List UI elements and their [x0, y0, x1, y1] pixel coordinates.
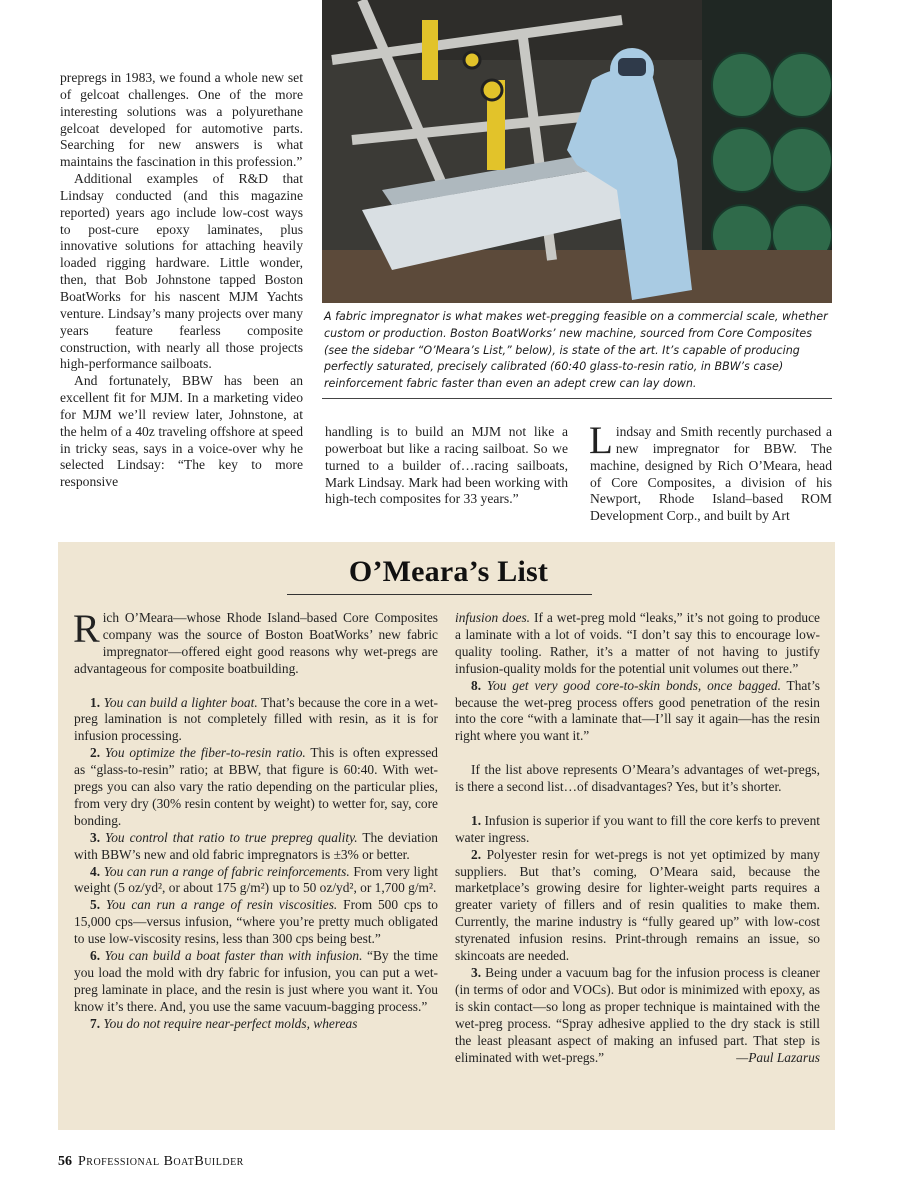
- photo-fabric-impregnator: [322, 0, 832, 303]
- list-item: 2. You optimize the fiber-to-resin ratio. This is often expressed as “glass-to-resin” ratio; at BBW, that figure is 60:40. With wet-pregs you can also vary the ratio depending on the particular plies, from very dry (30% resin content by weight) to wetter for, say, core bonding.: [74, 745, 439, 828]
- sidebar-title: O’Meara’s List: [348, 555, 549, 588]
- photo-caption: A fabric impregnator is what makes wet-pregging feasible on a commercial scale, whether custom or production. Boston BoatWorks’ new machine, sourced from Core Composites (see the sidebar “O’Meara’s List,” below), is state of the art. It’s capable of producing perfectly saturated, precisely calibrated (60:40 glass-to-resin ratio, in BBW’s case) reinforcement fabric faster than even an adept crew can lay down.: [324, 310, 828, 391]
- list-item: 2. Polyester resin for wet-pregs is not yet optimized by many suppliers. But that’s coming, O’Meara said, because the marketplace’s growing desire for lighter-weight parts requires a greater variety of fillers and of resin qualities to make them. Currently, the marine industry is “fully geared up” with low-cost styrenated infusion resins. Print-through remains an issue, so skincoats are needed.: [455, 846, 820, 964]
- body-column-left: [60, 70, 303, 491]
- list-item: 4. You can run a range of fabric reinforcements. From very light weight (5 oz/yd², or about 175 g/m²) up to 50 oz/yd², or 1,700 g/m².: [74, 863, 438, 896]
- sidebar-column-left: [73, 606, 439, 1033]
- sidebar-title-rule: [287, 594, 592, 595]
- paragraph: [589, 419, 832, 525]
- paragraph: Additional examples of R&D that Lindsay conducted (and this magazine reported) years ago include low-cost ways to post-cure epoxy laminates, plus innovative solutions for attaching heavily loaded rigging hardware. Little wonder, then, that Bob Johnstone tapped Boston BoatWorks for his nascent MJM Yachts venture. Lindsay’s many projects over many years feature fearless composite construction, with nearly all those projects high-performance sailboats.: [60, 171, 303, 372]
- list-item: 5. You can run a range of resin viscosities. From 500 cps to 15,000 cps—versus infusion, “where you’re pretty much obligated to use low-viscosity resins, less than 300 cps being best.”: [74, 897, 438, 947]
- body-column-right: [589, 419, 832, 525]
- list-item: 1. You can build a lighter boat. That’s because the core in a wet-preg lamination is not completely filled with resin, as it is for infusion processing.: [74, 694, 439, 744]
- list-item: 8. You get very good core-to-skin bonds, once bagged. That’s because the wet-preg process offers good penetration of the resin into the core “with a laminate that—I’ll say it again—has the resin right where you want it.”: [455, 677, 820, 744]
- list-item: 3. Being under a vacuum bag for the infusion process is cleaner (in terms of odor and VOCs). But odor is minimized with epoxy, as is skin contact—so long as proper technique is maintained with the wet-preg process. “Spray adhesive applied to the dry stack is still the least pleasant aspect of making an infused part. That step is eliminated with wet-pregs.” —Paul Lazarus: [455, 965, 820, 1065]
- caption-divider: [322, 398, 832, 399]
- sidebar-column-right: [455, 610, 820, 1066]
- disadvantages-intro: If the list above represents O’Meara’s advantages of wet-pregs, is there a second list…of disadvantages? Yes, but it’s shorter.: [455, 762, 820, 795]
- list-item-continued: infusion does. If a wet-preg mold “leaks,” it’s not going to produce a laminate with a lot of voids. “I don’t say this to encourage low-quality tooling. Rather, it’s a matter of not having to justify infusion-quality molds for the potential unit volumes out there.”: [455, 610, 820, 676]
- page-number: 56: [58, 1154, 72, 1169]
- paragraph-text: indsay and Smith recently purchased a new impregnator for BBW. The machine, designed by Rich O’Meara, head of Core Composites, a division of his Newport, Rhode Island–based ROM Development Corp., and built by Art: [590, 424, 832, 524]
- sidebar-intro: Rich O’Meara—whose Rhode Island–based Core Composites company was the source of Boston BoatWorks’ new fabric impregnator—offered eight good reasons why wet-pregs are advantageous for composite boatbuilding.: [73, 606, 438, 676]
- photo-worker-fabric-impregnator-icon: [322, 0, 832, 303]
- signature: —Paul Lazarus: [736, 1049, 820, 1065]
- paragraph: prepregs in 1983, we found a whole new set of gelcoat challenges. One of the more interesting solutions was a polyurethane gelcoat developed for automotive parts. Searching for new answers is what maintains the fascination in this profession.”: [60, 70, 303, 170]
- list-item: 1. Infusion is superior if you want to fill the core kerfs to prevent water ingress.: [455, 812, 820, 845]
- drop-cap: R: [73, 606, 100, 651]
- paragraph: handling is to build an MJM not like a powerboat but like a racing sailboat. So we turned to a builder of…racing sailboats, Mark Lindsay. Mark had been working with high-tech composites for 33 years.”: [325, 424, 568, 507]
- list-item: 6. You can build a boat faster than with infusion. “By the time you load the mold with dry fabric for infusion, you can put a wet-preg laminate in place, and the resin is just where you want it. You know it’s there. And, you use the same vacuum-bagging process.”: [74, 948, 438, 1014]
- list-item: 7. You do not require near-perfect molds, whereas: [90, 1015, 358, 1031]
- drop-cap: L: [589, 419, 613, 462]
- page-footer: [58, 1154, 244, 1170]
- body-column-middle: [325, 424, 568, 508]
- magazine-name: Professional BoatBuilder: [78, 1154, 244, 1169]
- paragraph: And fortunately, BBW has been an excellent fit for MJM. In a marketing video for MJM we’ll review later, Johnstone, at the helm of a 40z traveling offshore at speed in tricky seas, says in a voice-over why he selected Lindsay: “The key to more responsive: [60, 373, 303, 490]
- list-item: 3. You control that ratio to true prepreg quality. The deviation with BBW’s new and old fabric impregnators is ±3% or better.: [74, 829, 438, 862]
